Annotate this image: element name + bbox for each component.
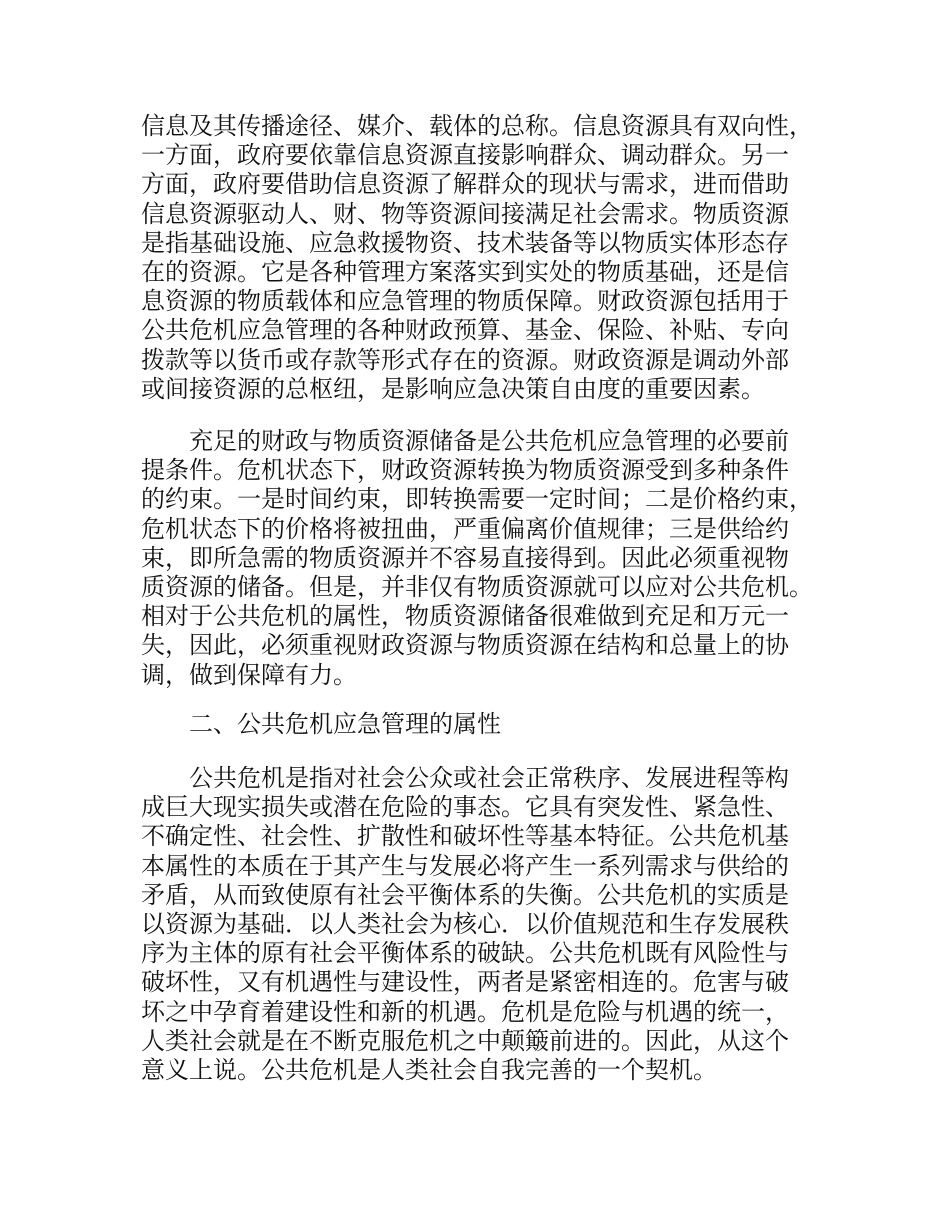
text-line: 的约束。一是时间约束，即转换需要一定时间；二是价格约束， bbox=[141, 485, 813, 514]
section-heading bbox=[141, 710, 817, 739]
text-line: 拨款等以货币或存款等形式存在的资源。财政资源是调动外部 bbox=[141, 345, 789, 374]
text-line: 破坏性，又有机遇性与建设性，两者是紧密相连的。危害与破 bbox=[141, 968, 789, 997]
text-line: 人类社会就是在不断克服危机之中颠簸前进的。因此，从这个 bbox=[141, 1026, 789, 1055]
text-line: 失，因此，必须重视财政资源与物质资源在结构和总量上的协 bbox=[141, 631, 789, 660]
text-line: 意义上说。公共危机是人类社会自我完善的一个契机。 bbox=[141, 1056, 717, 1085]
text-line: 息资源的物质载体和应急管理的物质保障。财政资源包括用于 bbox=[141, 287, 789, 316]
text-line: 提条件。危机状态下，财政资源转换为物质资源受到多种条件 bbox=[141, 456, 789, 485]
paragraph-resources-continued bbox=[141, 112, 817, 404]
text-line: 信息及其传播途径、媒介、载体的总称。信息资源具有双向性， bbox=[141, 112, 813, 140]
text-line: 矛盾，从而致使原有社会平衡体系的失衡。公共危机的实质是 bbox=[141, 880, 789, 909]
text-line: 调，做到保障有力。 bbox=[141, 660, 357, 689]
text-line: 质资源的储备。但是，并非仅有物质资源就可以应对公共危机。 bbox=[141, 573, 813, 602]
text-line: 不确定性、社会性、扩散性和破坏性等基本特征。公共危机基 bbox=[141, 822, 789, 851]
text-line: 充足的财政与物质资源储备是公共危机应急管理的必要前 bbox=[141, 427, 789, 455]
paragraph-crisis-attributes bbox=[141, 764, 817, 1085]
text-line: 方面，政府要借助信息资源了解群众的现状与需求，进而借助 bbox=[141, 170, 789, 199]
text-line: 公共危机是指对社会公众或社会正常秩序、发展进程等构 bbox=[141, 764, 789, 792]
text-line: 坏之中孕育着建设性和新的机遇。危机是危险与机遇的统一， bbox=[141, 997, 789, 1026]
text-line: 在的资源。它是各种管理方案落实到实处的物质基础，还是信 bbox=[141, 258, 789, 287]
text-line: 束，即所急需的物质资源并不容易直接得到。因此必须重视物 bbox=[141, 543, 789, 572]
text-line: 成巨大现实损失或潜在危险的事态。它具有突发性、紧急性、 bbox=[141, 793, 789, 822]
text-line: 相对于公共危机的属性，物质资源储备很难做到充足和万元一 bbox=[141, 602, 789, 631]
paragraph-reserves bbox=[141, 427, 817, 690]
text-line: 是指基础设施、应急救援物资、技术装备等以物质实体形态存 bbox=[141, 228, 789, 257]
text-line: 信息资源驱动人、财、物等资源间接满足社会需求。物质资源 bbox=[141, 199, 789, 228]
text-line: 危机状态下的价格将被扭曲，严重偏离价值规律；三是供给约 bbox=[141, 514, 789, 543]
section-heading-text: 二、公共危机应急管理的属性 bbox=[141, 710, 501, 738]
text-line: 以资源为基础．以人类社会为核心．以价值规范和生存发展秩 bbox=[141, 910, 789, 939]
text-line: 一方面，政府要依靠信息资源直接影响群众、调动群众。另一 bbox=[141, 141, 789, 170]
text-line: 公共危机应急管理的各种财政预算、基金、保险、补贴、专向 bbox=[141, 316, 789, 345]
text-line: 本属性的本质在于其产生与发展必将产生一系列需求与供给的 bbox=[141, 851, 789, 880]
text-line: 或间接资源的总枢纽，是影响应急决策自由度的重要因素。 bbox=[141, 374, 765, 403]
text-line: 序为主体的原有社会平衡体系的破缺。公共危机既有风险性与 bbox=[141, 939, 789, 968]
